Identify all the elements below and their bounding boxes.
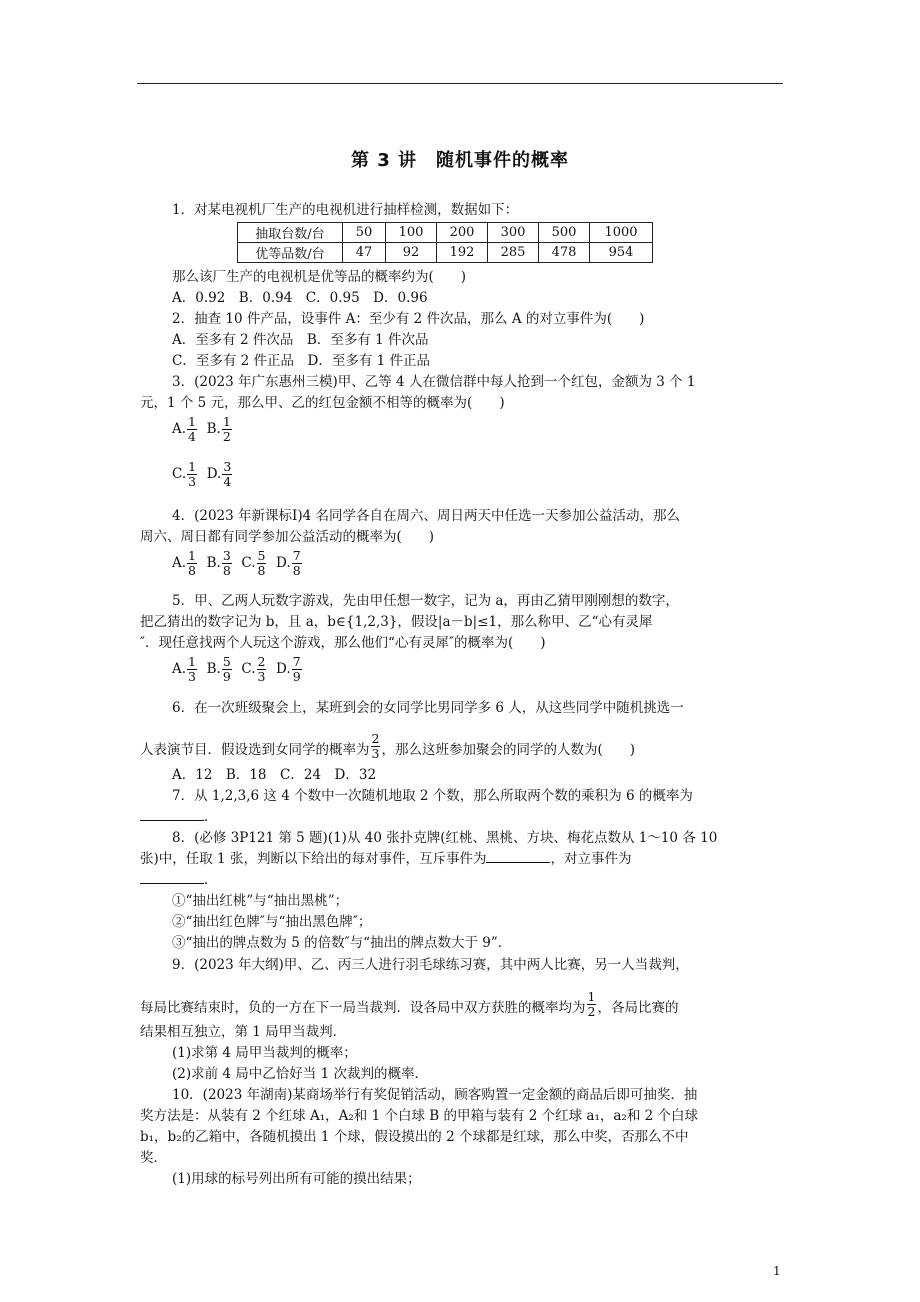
q8-line2-text: 张)中，任取 1 张，判断以下给出的每对事件，互斥事件为 (140, 851, 487, 867)
q6-line2 (140, 732, 635, 761)
denominator: 2 (587, 1004, 596, 1019)
q8-line3-text: ． (204, 872, 218, 888)
q6-line2-text: 人表演节目．假设选到女同学的概率为 (140, 742, 370, 758)
fraction (187, 655, 197, 684)
q2-options-ab: A．至多有 2 件次品 B．至多有 1 件次品 (172, 332, 429, 348)
denominator: 8 (188, 563, 196, 578)
q9-line1: 9．(2023 年大纲)甲、乙、丙三人进行羽毛球练习赛，其中两人比赛，另一人当裁判， (172, 957, 689, 973)
option-label: D. (276, 555, 291, 571)
header-rule (137, 83, 783, 84)
numerator: 5 (257, 548, 266, 563)
table-cell: 47 (343, 243, 386, 263)
fraction (371, 732, 381, 761)
option-label: C. (172, 466, 187, 482)
denominator: 4 (223, 474, 232, 489)
q1-stem: 1．对某电视机厂生产的电视机进行抽样检测，数据如下： (172, 202, 519, 218)
numerator: 1 (188, 414, 196, 429)
option-label: A. (172, 555, 187, 571)
q10-line3: b₁，b₂的乙箱中，各随机摸出 1 个球，假设摸出的 2 个球都是红球，那么中奖，否那么不中 (140, 1129, 689, 1145)
q9-line2-text: ，各局比赛的 (597, 1000, 679, 1016)
option-label: A. (172, 661, 187, 677)
option-label: B. (206, 661, 221, 677)
denominator: 3 (188, 474, 197, 489)
numerator: 2 (257, 654, 266, 669)
denominator: 4 (188, 429, 196, 444)
q5-line2: 把乙猜出的数字记为 b，且 a，b∈{1,2,3}，假设|a－b|≤1，那么称甲、乙“心有灵犀 (140, 614, 653, 630)
numerator: 1 (587, 989, 596, 1004)
q10-line2: 奖方法是：从装有 2 个红球 A₁，A₂和 1 个白球 B 的甲箱与装有 2 个红球 a₁，a₂和 2 个白球 (140, 1108, 699, 1124)
q8-line2 (140, 849, 631, 869)
numerator: 1 (188, 654, 196, 669)
table-cell: 50 (343, 223, 386, 243)
q10-line1: 10．(2023 年湖南)某商场举行有奖促销活动，顾客购置一定金额的商品后即可抽奖．抽 (172, 1087, 698, 1103)
q8-item1: ①“抽出红桃”与“抽出黑桃”； (172, 893, 349, 909)
q6-line2-text: ，那么这班参加聚会的同学的人数为( ) (381, 742, 635, 758)
q3-options-ab (172, 415, 233, 444)
option-label: A. (172, 421, 187, 437)
table-cell: 1000 (590, 223, 653, 243)
q9-line2 (140, 990, 678, 1019)
q6-options: A．12 B．18 C．24 D．32 (172, 767, 377, 783)
fraction (292, 655, 302, 684)
numerator: 3 (222, 548, 231, 563)
denominator: 3 (188, 669, 196, 684)
q4-options (172, 549, 303, 578)
table-cell: 100 (386, 223, 437, 243)
q9-sub1: (1)求第 4 局甲当裁判的概率； (172, 1045, 357, 1061)
q9-sub2: (2)求前 4 局中乙恰好当 1 次裁判的概率． (172, 1066, 428, 1082)
fraction (587, 990, 597, 1019)
denominator: 3 (257, 669, 266, 684)
denominator: 3 (371, 746, 380, 761)
numerator: 1 (222, 414, 231, 429)
option-label: B. (206, 421, 221, 437)
q2-options-cd: C．至多有 2 件正品 D．至多有 1 件正品 (172, 353, 430, 369)
q9-line2-text: 每局比赛结束时，负的一方在下一局当裁判．设各局中双方获胜的概率均为 (140, 1000, 586, 1016)
table-cell: 92 (386, 243, 437, 263)
table-cell: 954 (590, 243, 653, 263)
q10-line4: 奖． (140, 1150, 167, 1166)
answer-blank (140, 871, 204, 884)
table-cell: 抽取台数/台 (238, 223, 343, 243)
q4-line1: 4．(2023 年新课标Ⅰ)4 名同学各自在周六、周日两天中任选一天参加公益活动，那么 (172, 508, 680, 524)
q5-line3: ″．现任意找两个人玩这个游戏，那么他们“心有灵犀″的概率为( ) (140, 635, 546, 651)
denominator: 9 (292, 669, 301, 684)
table-cell: 500 (539, 223, 590, 243)
denominator: 2 (222, 429, 231, 444)
table-cell: 285 (488, 243, 539, 263)
page-number: 1 (773, 1264, 781, 1278)
table-cell: 192 (437, 243, 488, 263)
fraction (257, 655, 267, 684)
fraction (187, 460, 197, 489)
q6-line1: 6．在一次班级聚会上，某班到会的女同学比男同学多 6 人，从这些同学中随机挑选一 (172, 700, 684, 716)
fraction (222, 415, 232, 444)
q8-item3: ③“抽出的牌点数为 5 的倍数″与“抽出的牌点数大于 9”． (172, 935, 512, 951)
q1-question: 那么该厂生产的电视机是优等品的概率约为( ) (172, 269, 467, 285)
numerator: 3 (223, 459, 232, 474)
q8-line2-text: ，对立事件为 (550, 851, 632, 867)
option-label: D. (276, 661, 291, 677)
fraction (222, 460, 232, 489)
fraction (292, 549, 302, 578)
q5-line1: 5．甲、乙两人玩数字游戏，先由甲任想一数字，记为 a，再由乙猜甲刚刚想的数字， (172, 593, 679, 609)
option-label: C. (241, 661, 256, 677)
q2-stem: 2．抽查 10 件产品，设事件 A：至少有 2 件次品，那么 A 的对立事件为( ) (172, 311, 645, 327)
q8-line1: 8．(必修 3P121 第 5 题)(1)从 40 张扑克牌(红桃、黑桃、方块、梅花点数从 1～10 各 10 (172, 830, 718, 846)
fraction (187, 549, 197, 578)
denominator: 8 (292, 563, 301, 578)
denominator: 9 (222, 669, 231, 684)
table-row (238, 223, 653, 243)
answer-blank (486, 850, 550, 863)
fraction (222, 549, 232, 578)
q3-options-cd (172, 460, 233, 489)
option-label: D. (206, 466, 222, 482)
q3-line1: 3．(2023 年广东惠州三模)甲、乙等 4 人在微信群中每人抢到一个红包，金额为 3 个 1 (172, 374, 696, 390)
numerator: 7 (292, 654, 301, 669)
table-cell: 优等品数/台 (238, 243, 343, 263)
table-row (238, 243, 653, 263)
fraction (257, 549, 267, 578)
option-label: B. (206, 555, 221, 571)
fraction (222, 655, 232, 684)
q7-line1: 7．从 1,2,3,6 这 4 个数中一次随机地取 2 个数，那么所取两个数的乘积为 6 的概率为 (172, 788, 693, 804)
option-label: C. (241, 555, 256, 571)
q9-line3: 结果相互独立，第 1 局甲当裁判． (140, 1024, 347, 1040)
q4-line2: 周六、周日都有同学参加公益活动的概率为( ) (140, 529, 435, 545)
q5-options (172, 655, 303, 684)
numerator: 7 (292, 548, 301, 563)
q8-item2: ②“抽出红色牌″与“抽出黑色牌″； (172, 914, 372, 930)
numerator: 5 (222, 654, 231, 669)
answer-blank (140, 808, 204, 821)
fraction (187, 415, 197, 444)
q7-line2-text: ． (204, 809, 218, 825)
denominator: 8 (222, 563, 231, 578)
numerator: 1 (188, 459, 197, 474)
table-cell: 300 (488, 223, 539, 243)
table-cell: 200 (437, 223, 488, 243)
table-cell: 478 (539, 243, 590, 263)
q1-options: A．0.92 B．0.94 C．0.95 D．0.96 (172, 290, 428, 306)
q10-sub1: (1)用球的标号列出所有可能的摸出结果； (172, 1171, 421, 1187)
numerator: 1 (188, 548, 196, 563)
page-title: 第 3 讲 随机事件的概率 (350, 150, 570, 171)
denominator: 8 (257, 563, 266, 578)
numerator: 2 (371, 731, 380, 746)
q1-data-table (237, 222, 653, 263)
q7-line2 (140, 807, 218, 827)
q3-line2: 元，1 个 5 元，那么甲、乙的红包金额不相等的概率为( ) (140, 395, 505, 411)
q8-line3 (140, 870, 218, 890)
